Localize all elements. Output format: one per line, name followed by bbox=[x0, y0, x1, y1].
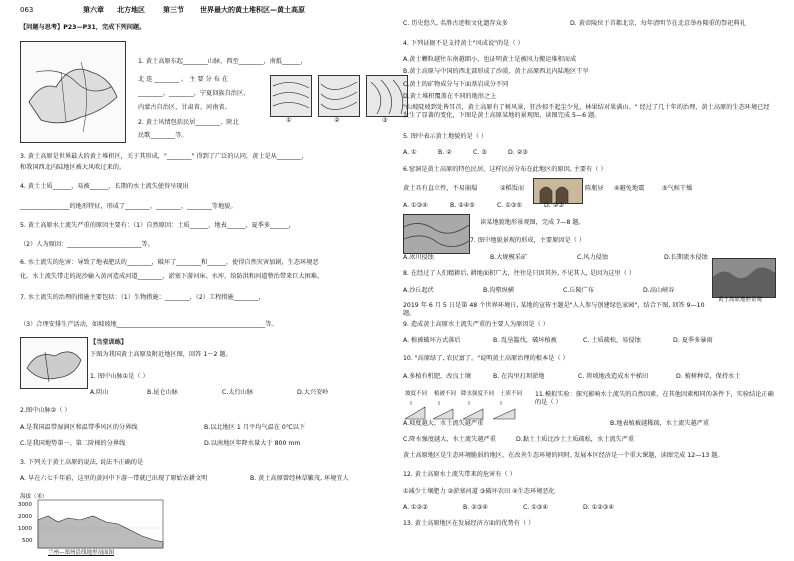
landform-image-3 bbox=[366, 75, 408, 117]
q12-option-b[interactable]: B. ②③④ bbox=[463, 504, 488, 511]
q8-option-a[interactable]: A.沙丘起伏 bbox=[403, 287, 434, 294]
q8-option-b[interactable]: B.沟壑纵横 bbox=[483, 287, 514, 294]
q5-option-a[interactable]: A. ① bbox=[403, 149, 417, 156]
map-icon bbox=[21, 42, 125, 142]
question-3: 3. 下列关于黄土高原的说法, 说法不正确的是 bbox=[20, 459, 144, 466]
question-9: 9. 造成黄土高原水土流失严重的主要人为原因是（ ） bbox=[403, 321, 549, 328]
q9-option-b[interactable]: B. 乱垦滥伐，破坏植被 bbox=[493, 337, 557, 344]
q9-option-c[interactable]: C. 土质疏松，易侵蚀 bbox=[583, 337, 641, 344]
question-7: 7. 图中地貌景观的形成，主要原因是（ ） bbox=[470, 237, 586, 244]
q12-items: ①减少土壤肥力 ②淤塞河道 ③破坏农田 ④生态环境恶化 bbox=[403, 488, 555, 495]
loess-plateau-map bbox=[20, 41, 126, 143]
q11-option-b[interactable]: B.地表植被越稀疏，水土流失越严重 bbox=[610, 420, 710, 427]
q10-option-a[interactable]: A.多植有机肥，改良土壤 bbox=[403, 373, 471, 380]
img-label-2: ② bbox=[334, 117, 340, 124]
q9-option-d[interactable]: D. 夏季多暴雨 bbox=[673, 337, 713, 344]
paragraph-3: 黄土高原地区是生态环境脆弱的地区，在改善生态环境的同时, 发展本区经济是一个重大课题，读图完成 12—13 题。 bbox=[403, 452, 724, 459]
q3-line1: 3. 黄土高原是世界最大的黄土堆积区，关于其形成，"________" 得到了广泛的认同，黄土是从________， bbox=[20, 153, 308, 160]
q2-option-c[interactable]: C.是我国地势第一、第二阶梯的分界线 bbox=[20, 440, 126, 447]
q6-option-c[interactable]: C. ①③⑤ bbox=[497, 202, 522, 209]
q1-option-a[interactable]: A.阴山 bbox=[90, 389, 109, 396]
q3-line2: 和我国西北内陆地区被大风吹过来的。 bbox=[20, 164, 126, 171]
q6-item-1: 黄土具有直立性，不易崩塌 bbox=[403, 185, 478, 192]
q2-line1: 2. 黄土风情包括民居________、陕北 bbox=[138, 119, 239, 126]
terrain-profile bbox=[38, 500, 163, 550]
profile-tick-2000: 2000 bbox=[18, 514, 32, 520]
img-label-3: ③ bbox=[382, 117, 388, 124]
q6-item-5: ⑤气候干燥 bbox=[662, 185, 693, 192]
section: 第三节 bbox=[163, 6, 184, 14]
q12-option-c[interactable]: C. ①③④ bbox=[523, 504, 548, 511]
terrain-photo bbox=[712, 258, 776, 298]
q6-option-b[interactable]: B. ②④⑤ bbox=[450, 202, 475, 209]
q12-option-d[interactable]: D. ①②③④ bbox=[583, 504, 614, 511]
q9-option-a[interactable]: A. 植被破坏方式落后 bbox=[403, 337, 461, 344]
exp-label-3: 降水强度不同 bbox=[461, 391, 495, 397]
question-12: 12. 黄土高原水土流失带来的危害有（ ） bbox=[403, 471, 516, 478]
img-label-1: ① bbox=[286, 117, 292, 124]
practice-desc: 下图为我国黄土高原及附近地区图，回答 1～2 题。 bbox=[90, 351, 232, 358]
question-1: 1. 图中山脉①是（ ） bbox=[90, 373, 149, 380]
q4-option-d[interactable]: D.黄土堆积覆盖在不同的地形之上 bbox=[403, 93, 497, 100]
q4-line1: 4. 黄土土质______，易被______，长期的水土流失使得呈现出 bbox=[20, 183, 189, 190]
exp-label-4: 土质不同 bbox=[500, 391, 523, 397]
q6-option-d[interactable]: D. ②③ bbox=[544, 202, 564, 209]
q11-option-a[interactable]: A.坡度越大，水土流失越严重 bbox=[403, 420, 484, 427]
question-4: 4. 下列证据不是支持黄土"风成说"的是（ ） bbox=[403, 40, 524, 47]
q10-option-d[interactable]: D. 植树种草，保持水土 bbox=[676, 373, 741, 380]
q10-option-b[interactable]: B. 在沟里打坝淤地 bbox=[493, 373, 545, 380]
q10-option-c[interactable]: C. 将坡地改造成水平梯田 bbox=[578, 373, 649, 380]
q7-option-c[interactable]: C.风力侵蚀 bbox=[577, 254, 609, 261]
q1-line1: 1. 黄土高原东起________山脉，西至________，南抵______， bbox=[138, 58, 307, 65]
q7-line1: 7. 水土流失的治理的措施主要包括：（1）生物措施：________，（2）工程措施________， bbox=[20, 294, 265, 301]
chapter: 第六章 bbox=[83, 6, 104, 14]
question-6: 6.窑洞是黄土高原的特色民居，这样民居分布在此地区的原因, 主要有（ ） bbox=[403, 166, 607, 173]
intro: 【问题与思考】P23—P31，完成下列问题。 bbox=[20, 24, 146, 31]
q5-option-b[interactable]: B. ② bbox=[438, 149, 452, 156]
q1-line2: 北 连 ________ 。 主 要 分 布 在 bbox=[138, 76, 228, 83]
q6-item-4: ④避免地震 bbox=[614, 185, 645, 192]
photo-caption: 黄土高原地形景观 bbox=[718, 297, 763, 303]
q7-line2: （3）合理安排生产活动，如坡坡地________________________________________________等。 bbox=[20, 321, 278, 328]
q6-line2: 化。水土流失带走的泥沙输入黄河造成河道________，淤塞下游河床、水库，给防洪和河道整治带来巨大困难。 bbox=[20, 273, 324, 280]
practice-title: 【当堂训练】 bbox=[90, 339, 128, 346]
landform-image-2 bbox=[318, 75, 360, 117]
q5-line1: 5. 黄土高原水土流失严重的原因主要有：（1）自然原因：土质______，地表______，夏季多______， bbox=[20, 222, 295, 229]
q3-option-c[interactable]: C. 历史悠久, 名胜古迹和文化遗存众多 bbox=[403, 20, 508, 27]
page-title: 世界最大的黄土堆积区—黄土高原 bbox=[200, 6, 305, 14]
q8-option-c[interactable]: C.丘陵广布 bbox=[563, 287, 595, 294]
q2-option-d[interactable]: D.以南地区年降水量大于 800 mm bbox=[204, 440, 301, 447]
question-2: 2.图中山脉②（ ） bbox=[20, 407, 71, 414]
cave-dwelling-photo bbox=[533, 178, 583, 204]
q1-line3: ________、________、宁夏回族自治区、 bbox=[138, 90, 250, 97]
profile-ylabel: 海拔（米） bbox=[20, 494, 48, 500]
q11-option-c[interactable]: C.降水强度越大，水土流失越严重 bbox=[403, 436, 496, 443]
read-instruction: 读某地貌地形景观图，完成 7—8 题。 bbox=[480, 219, 585, 226]
q2-line2: 民歌________等。 bbox=[138, 132, 188, 139]
profile-caption: 兰州—郑州沿线地形剖面图 bbox=[48, 550, 115, 556]
page-code: 063 bbox=[20, 6, 34, 14]
paragraph-1: "山坡陡坡到处皆耳首，黄土高原有了树风景，狂沙掠不起尘少见，林果结对果满山。" 经过了几十年的治理，黄土高原的生态环境已经发生了显著的变化，下图是黄土高原某地的景观图，读图完成 5—6 题。 bbox=[403, 104, 770, 120]
q11-option-d[interactable]: D.黏土土质比沙土土质疏松，水土流失严重 bbox=[516, 436, 635, 443]
q2-option-b[interactable]: B.以北地区 1 月平均气温在 0℃以下 bbox=[204, 424, 306, 431]
paragraph-2: 2019 年 6 月 5 日是第 48 个世界环境日, 某地的宣传主题是"人人参与创建绿色家园"，结合下图, 回答 9—10 题。 bbox=[403, 302, 705, 318]
exp-label-2: 植被不同 bbox=[434, 391, 457, 397]
q1-option-c[interactable]: C.太行山脉 bbox=[222, 389, 254, 396]
q7-option-b[interactable]: B.大规模采矿 bbox=[490, 254, 528, 261]
q5-option-d[interactable]: D. ②③ bbox=[508, 149, 528, 156]
q1-option-d[interactable]: D.大兴安岭 bbox=[297, 389, 329, 396]
q5-option-c[interactable]: C. ③ bbox=[473, 149, 487, 156]
q3-option-d[interactable]: D. 黄帝陵位于首都北京，每年清明节在北京举办隆重的祭祀典礼 bbox=[570, 20, 746, 27]
profile-tick-3000: 3000 bbox=[18, 502, 32, 508]
question-8: 8. 在经过了人们精耕后, 耕地面积广大，往往是只因其外, 不见其人, 是因为这里（ ） bbox=[403, 270, 636, 277]
question-5: 5. 图中表示黄土地貌的是（ ） bbox=[403, 133, 488, 140]
q4-line2: ________________的地形特征，形成了________、________、________等地貌。 bbox=[20, 203, 237, 210]
q6-line1: 6. 水土流失的危害：导致了地表肥沃的________，破坏了________和______，使得自然灾害加剧，生态环境恶 bbox=[20, 259, 319, 266]
chapter-region: 北方地区 bbox=[117, 6, 145, 14]
question-11: 11.模拟实验：探究影响水土流失的自然因素，在其他因素相同的条件下，实验结论正确的是（ ） bbox=[535, 391, 774, 407]
q6-item-2: ②稻饭而 bbox=[500, 185, 525, 192]
q6-item-3: 陈瓶昼 bbox=[585, 185, 604, 192]
q4-option-b[interactable]: B.黄土高原与中国的西北部形成了沙漠、黄土高原西北内陆地区干旱 bbox=[403, 68, 589, 75]
q4-option-a[interactable]: A.黄土颗粒越往东南越细小，也证明黄土是被风力搬运堆积而成 bbox=[403, 56, 577, 63]
q7-option-d[interactable]: D.长期流水侵蚀 bbox=[664, 254, 708, 261]
landform-image-1 bbox=[270, 75, 312, 117]
q4-option-c[interactable]: C.黄土的矿物成分与下面基岩成分不同 bbox=[403, 81, 509, 88]
practice-map bbox=[20, 337, 88, 389]
q1-line4: 内蒙古自治区、甘肃省、河南省。 bbox=[138, 104, 231, 111]
q12-option-a[interactable]: A. ①②③ bbox=[403, 504, 428, 511]
q3-option-a[interactable]: A. 早在六七千年前，这里的黄河中下游一带就已出现了原始农耕文明 bbox=[20, 475, 208, 482]
q7-option-a[interactable]: A.冰川侵蚀 bbox=[403, 254, 434, 261]
question-13: 13. 黄土高原地区在发展经济方面的优势有（ ） bbox=[403, 520, 535, 527]
q1-option-b[interactable]: B.昆仑山脉 bbox=[147, 389, 178, 396]
question-10: 10. "高原绿了, 农民富了。"说明黄土高原治理的根本是（ ） bbox=[403, 355, 569, 362]
q2-option-a[interactable]: A.是我国温带湿润区和温带季风区的分界线 bbox=[20, 424, 138, 431]
exp-label-1: 坡度不同 bbox=[405, 391, 428, 397]
profile-tick-1000: 1000 bbox=[18, 526, 32, 532]
q3-option-b[interactable]: B. 黄土高原曾经林草繁茂, 环境宜人 bbox=[250, 475, 349, 482]
q5-line2: （2）人为原因：________________________等。 bbox=[20, 241, 154, 248]
q8-option-d[interactable]: D.高山峡谷 bbox=[643, 287, 675, 294]
q6-option-a[interactable]: A. ①③④ bbox=[403, 202, 428, 209]
gully-landscape-photo bbox=[403, 214, 470, 254]
profile-tick-500: 500 bbox=[22, 538, 33, 544]
